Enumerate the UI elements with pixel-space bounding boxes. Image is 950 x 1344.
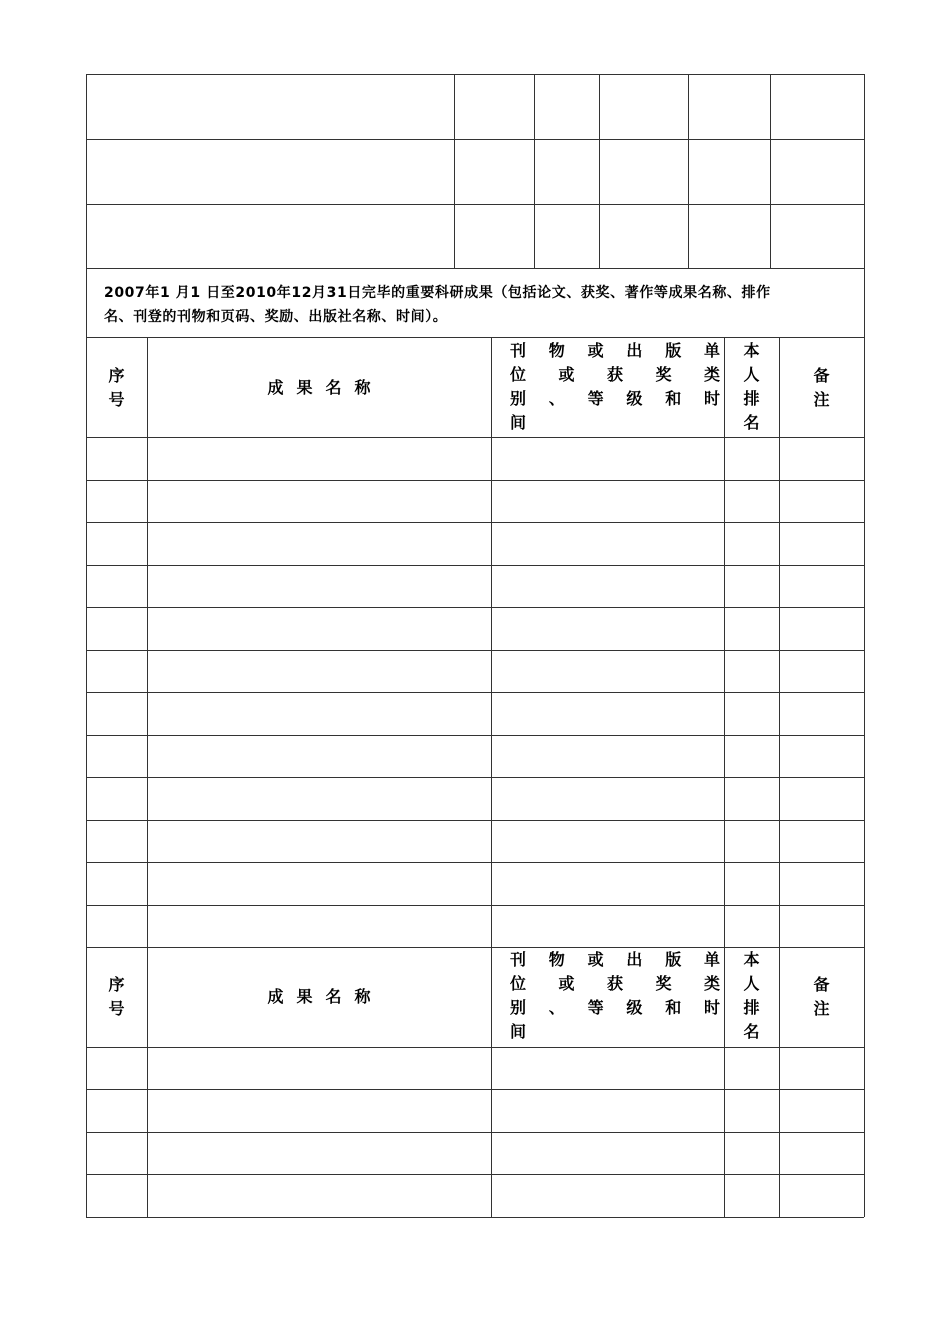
header-publication-line: 别、等级和时	[510, 389, 720, 408]
header-rank-char: 人	[743, 365, 760, 384]
table-row-line	[86, 692, 864, 693]
table-border	[86, 204, 864, 205]
table-column-line	[147, 337, 148, 1217]
header-remarks	[779, 973, 864, 1021]
table-border	[86, 74, 87, 1217]
table-row-line	[86, 565, 864, 566]
header-rank-char: 本	[743, 950, 760, 969]
table-border	[599, 74, 600, 268]
table-row-line	[86, 862, 864, 863]
table-column-line	[779, 337, 780, 1217]
table-row-line	[86, 735, 864, 736]
header-seq-char: 号	[108, 999, 125, 1018]
table-border	[86, 268, 864, 269]
table-border	[534, 74, 535, 268]
header-publication-line: 刊物或出版单	[510, 950, 720, 969]
header-remarks-char: 注	[813, 390, 830, 409]
table-border	[86, 139, 864, 140]
header-rank-char: 人	[743, 974, 760, 993]
header-rank-char: 名	[743, 1022, 760, 1041]
header-publication	[510, 339, 720, 435]
table-row-line	[86, 1132, 864, 1133]
table-row-line	[86, 1089, 864, 1090]
table-border	[86, 74, 864, 75]
header-remarks-char: 备	[813, 975, 830, 994]
header-achievement-name: 成果名称	[267, 378, 384, 397]
header-rank-char: 排	[743, 998, 760, 1017]
header-publication	[510, 948, 720, 1044]
table-border	[770, 74, 771, 268]
header-publication-line: 刊物或出版单	[510, 341, 720, 360]
header-rank-char: 名	[743, 413, 760, 432]
achievements-intro	[104, 281, 848, 329]
table-row-line	[86, 1174, 864, 1175]
header-seq	[86, 973, 147, 1021]
table-border	[86, 337, 864, 338]
header-remarks-char: 注	[813, 999, 830, 1018]
header-seq-char: 序	[108, 366, 125, 385]
table-row-line	[86, 947, 864, 948]
table-column-line	[724, 337, 725, 1217]
table-row-line	[86, 1047, 864, 1048]
header-publication-line: 位或获奖类	[510, 974, 720, 993]
header-rank	[724, 948, 779, 1044]
table-row-line	[86, 1217, 864, 1218]
table-row-line	[86, 820, 864, 821]
header-publication-line: 间	[510, 1022, 527, 1041]
header-remarks-char: 备	[813, 366, 830, 385]
header-publication-line: 间	[510, 413, 527, 432]
intro-line-2: 名、刊登的刊物和页码、奖励、出版社名称、时间）。	[104, 309, 448, 325]
header-seq-char: 号	[108, 390, 125, 409]
header-rank-char: 本	[743, 341, 760, 360]
header-remarks	[779, 364, 864, 412]
table-row-line	[86, 437, 864, 438]
header-publication-line: 位或获奖类	[510, 365, 720, 384]
table-row-line	[86, 607, 864, 608]
table-row-line	[86, 650, 864, 651]
header-achievement-name: 成果名称	[267, 987, 384, 1006]
table-border	[864, 74, 865, 1217]
header-rank-char: 排	[743, 389, 760, 408]
table-row-line	[86, 905, 864, 906]
table-row-line	[86, 480, 864, 481]
table-row-line	[86, 777, 864, 778]
header-seq	[86, 364, 147, 412]
intro-line-1: 2007年1 月1 日至2010年12月31日完毕的重要科研成果（包括论文、获奖、著作等成果名称、排作	[104, 285, 771, 301]
table-column-line	[491, 337, 492, 1217]
header-publication-line: 别、等级和时	[510, 998, 720, 1017]
header-rank	[724, 339, 779, 435]
header-seq-char: 序	[108, 975, 125, 994]
table-border	[454, 74, 455, 268]
table-row-line	[86, 522, 864, 523]
table-border	[688, 74, 689, 268]
